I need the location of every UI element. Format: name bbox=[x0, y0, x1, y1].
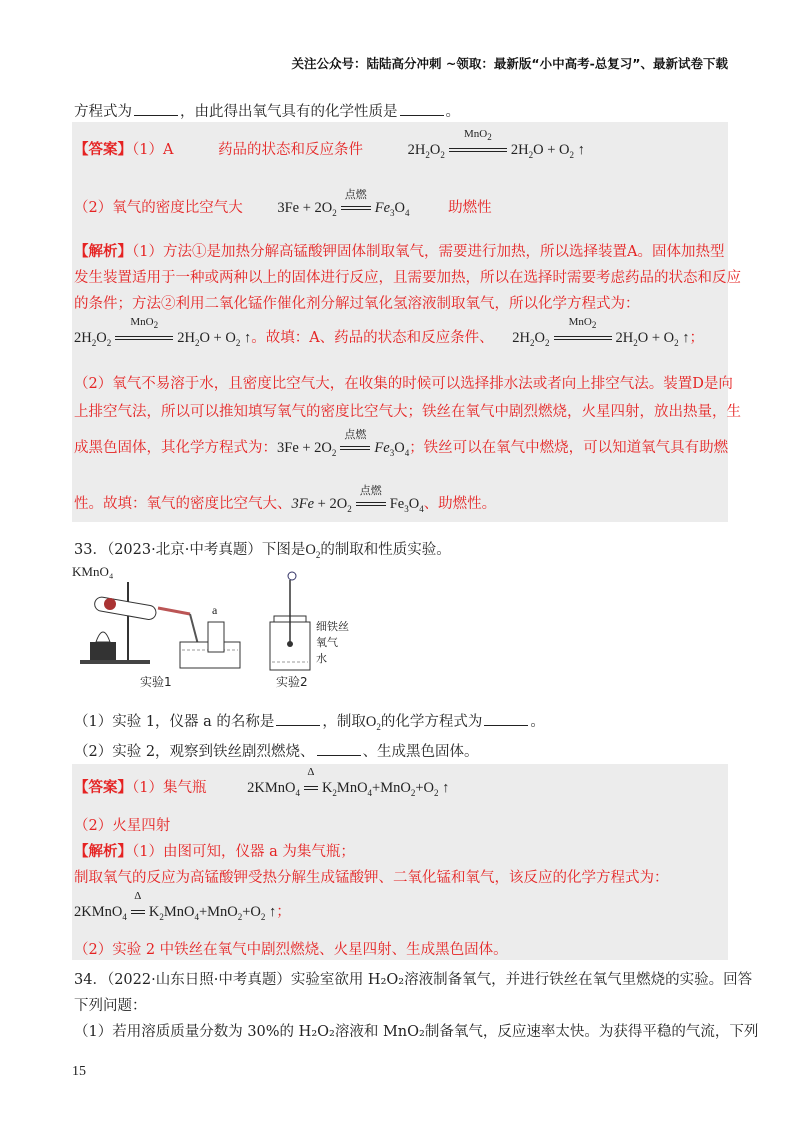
q33-analysis-line4: （2）实验 2 中铁丝在氧气中剧烈燃烧、火星四射、生成黑色固体。 bbox=[74, 942, 508, 958]
q34-stem1: 34．（2022·山东日照·中考真题）实验室欲用 H₂O₂溶液制备氧气，并进行铁丝在氧气里燃烧的实验。回答 bbox=[74, 972, 753, 988]
stand-base bbox=[80, 660, 150, 664]
fig2-label-wire: 细铁丝 bbox=[316, 620, 349, 633]
q33-q2-text: 、生成黑色固体。 bbox=[362, 744, 479, 760]
q33-q1-text: （1）实验 1，仪器 a 的名称是 bbox=[74, 714, 275, 730]
fig2-label-water: 水 bbox=[316, 652, 327, 665]
q32-answer-line1 bbox=[74, 127, 585, 160]
q34-stem3: （1）若用溶质质量分数为 30%的 H₂O₂溶液和 MnO₂制备氧气，反应速率太快。为获得平稳的气流，下列 bbox=[74, 1024, 759, 1040]
q33-q2 bbox=[74, 740, 479, 761]
q32-tail-text3: 。 bbox=[445, 104, 460, 120]
answer-part1: （1）集气瓶 bbox=[132, 780, 207, 796]
q34-stem2: 下列问题： bbox=[74, 998, 147, 1014]
analysis-label: 【解析】 bbox=[74, 843, 132, 860]
fig2-label-oxygen: 氧气 bbox=[316, 636, 338, 649]
kmno4-powder bbox=[104, 598, 116, 610]
analysis-line3: 的条件；方法②利用二氧化锰作催化剂分解过氧化氢溶液制取氧气，所以化学方程式为： bbox=[74, 296, 640, 312]
analysis-text: ； bbox=[689, 330, 704, 346]
analysis-text: ；铁丝可以在氧气中燃烧，可以知道氧气具有助燃 bbox=[409, 440, 729, 456]
q33-q1: （1）实验 1，仪器 a 的名称是 ，制取$O_2$的化学方程式为 。 bbox=[74, 714, 545, 732]
analysis-text: 成黑色固体，其化学方程式为： bbox=[74, 440, 277, 456]
a-label: a bbox=[212, 603, 218, 617]
equation-h2o2: $2H_2O_2$ MnO$_2$ $2H_2O + O_2$ ↑ bbox=[407, 127, 585, 160]
fig1-caption: 实验1 bbox=[140, 675, 172, 689]
analysis-line5: （2）氧气不易溶于水，且密度比空气大，在收集的时候可以选择排水法或者向上排空气法。装置D是向 bbox=[74, 376, 733, 392]
analysis-text: （1）方法①是加热分解高锰酸钾固体制取氧气，需要进行加热，所以选择装置A。固体加热型 bbox=[132, 244, 725, 260]
q32-tail-text2: ，由此得出氧气具有的化学性质是 bbox=[180, 104, 398, 120]
q33-answer-line1: 【答案】（1）集气瓶 2KMnO$_4$ Δ $K_2MnO_4+MnO_2+O_2$ ↑ bbox=[74, 765, 450, 798]
page-header: 关注公众号：陆陆高分冲刺 ~领取：最新版“小中高考-总复习”、最新试卷下载 bbox=[291, 56, 728, 71]
q33-stem: 33．（2023·北京·中考真题）下图是$O_2$的制取和性质实验。 bbox=[74, 542, 451, 560]
q33-analysis-line1 bbox=[74, 840, 355, 861]
q33-analysis-line2: 制取氧气的反应为高锰酸钾受热分解生成锰酸钾、二氧化锰和氧气，该反应的化学方程式为： bbox=[74, 870, 669, 886]
catalyst-sub: 2 bbox=[487, 131, 492, 142]
page-number: 15 bbox=[72, 1064, 86, 1079]
q33-q1-text: 的化学方程式为 bbox=[380, 714, 483, 730]
q32-tail-text1: 方程式为 bbox=[74, 104, 132, 120]
answer-part2b: 助燃性 bbox=[448, 200, 492, 216]
equation-fe: $3Fe + 2O_2$ 点燃 $Fe_3O_4$ bbox=[277, 200, 409, 216]
q33-q2-text: （2）实验 2，观察到铁丝剧烈燃烧、 bbox=[74, 744, 315, 760]
answer-part1: （1）A bbox=[132, 142, 174, 158]
answer-label: 【答案】 bbox=[74, 779, 132, 796]
q33-analysis-line3: 2KMnO$_4$ Δ $K_2MnO_4+MnO_2+O_2$ ↑； bbox=[74, 889, 291, 922]
analysis-line7: 成黑色固体，其化学方程式为：$3Fe + 2O_2$ 点燃 $Fe_3O_4$；铁丝可以在氧气中燃烧，可以知道氧气具有助燃 bbox=[74, 428, 729, 458]
q33-answer-line2: （2）火星四射 bbox=[74, 818, 171, 834]
fig2-caption: 实验2 bbox=[276, 675, 308, 689]
analysis-line2: 发生装置适用于一种或两种以上的固体进行反应，且需要加热，所以在选择时需要考虑药品的状态和反应 bbox=[74, 270, 741, 286]
delivery-tube bbox=[158, 608, 190, 614]
q33-q1-text: ，制取 bbox=[322, 714, 366, 730]
lamp-block bbox=[90, 642, 116, 660]
analysis-text: 性。故填：氧气的密度比空气大、 bbox=[74, 496, 292, 512]
analysis-line6: 上排空气法，所以可以推知填写氧气的密度比空气大；铁丝在氧气中剧烈燃烧，火星四射，放出热量，生 bbox=[74, 404, 741, 420]
q33-q1-text: 。 bbox=[530, 714, 545, 730]
q33-stem-b: 的制取和性质实验。 bbox=[320, 542, 451, 558]
catalyst-label: MnO bbox=[464, 127, 488, 140]
condition-label: 点燃 bbox=[344, 188, 367, 201]
analysis-line1 bbox=[74, 240, 724, 261]
analysis-text: ； bbox=[276, 904, 291, 920]
answer-part1b: 药品的状态和反应条件 bbox=[218, 142, 364, 158]
blank bbox=[134, 115, 178, 116]
kmno4-label: KMnO₄ bbox=[72, 564, 114, 579]
answer-part2: （2）氧气的密度比空气大 bbox=[74, 200, 243, 216]
analysis-label: 【解析】 bbox=[74, 243, 132, 260]
analysis-line4: $2H_2O_2$ MnO$_2$ $2H_2O + O_2$ ↑。故填：A、药品的状态和反应条件、 $2H_2O_2$ MnO$_2$ $2H_2O + O_2$ ↑； bbox=[74, 315, 704, 348]
analysis-text: 、助燃性。 bbox=[423, 496, 497, 512]
analysis-text: （1）由图可知，仪器 a 为集气瓶； bbox=[132, 844, 355, 860]
analysis-line8: 性。故填：氧气的密度比空气大、$3Fe + 2O_2$ 点燃 $Fe_3O_4$、助燃性。 bbox=[74, 484, 497, 514]
gas-bottle bbox=[208, 622, 224, 652]
test-tube bbox=[94, 596, 157, 621]
experiment-figure bbox=[70, 562, 370, 692]
analysis-text: 。故填：A、药品的状态和反应条件、 bbox=[251, 330, 494, 346]
answer-label: 【答案】 bbox=[74, 141, 132, 158]
q33-stem-a: 33．（2023·北京·中考真题）下图是 bbox=[74, 542, 306, 558]
blank bbox=[400, 115, 444, 116]
q32-answer-line2 bbox=[74, 188, 492, 218]
alcohol-lamp bbox=[96, 632, 110, 642]
q32-tail bbox=[74, 100, 460, 121]
